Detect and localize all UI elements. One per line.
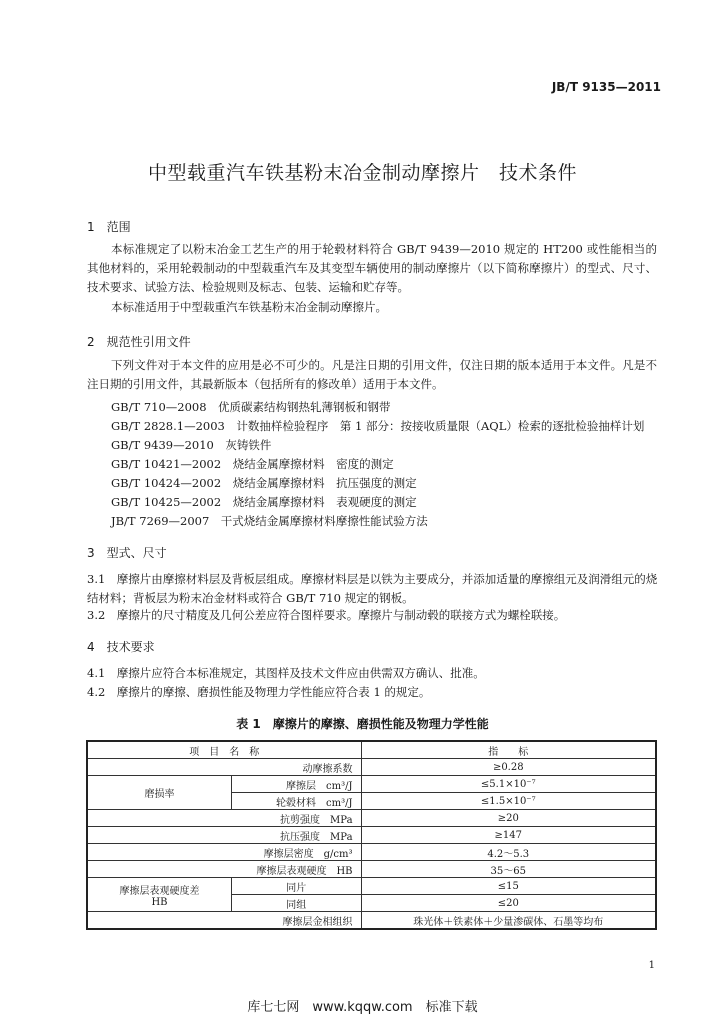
reference-item: GB/T 10424—2002 烧结金属摩擦材料 抗压强度的测定 [111, 476, 417, 490]
row-label: 抗剪强度 MPa [87, 810, 361, 827]
row-group-label: 磨损率 [87, 776, 231, 810]
header-value: 指 标 [361, 741, 656, 759]
row-label: 动摩擦系数 [87, 759, 361, 776]
document-title: 中型载重汽车铁基粉末冶金制动摩擦片 技术条件 [147, 162, 577, 184]
row-value: ≤15 [361, 878, 656, 895]
clause-4-1: 4.1 摩擦片应符合本标准规定，其图样及技术文件应由供需双方确认、批准。 [87, 666, 485, 680]
row-label: 摩擦层 cm³/J [231, 776, 361, 793]
clause-3-2: 3.2 摩擦片的尺寸精度及几何公差应符合图样要求。摩擦片与制动毂的联接方式为螺栓联接。 [87, 608, 566, 622]
row-value: ≥147 [361, 827, 656, 844]
reference-item: GB/T 10421—2002 烧结金属摩擦材料 密度的测定 [111, 457, 394, 471]
row-value: 4.2～5.3 [361, 844, 656, 861]
table-row [87, 810, 656, 827]
row-label: 同片 [231, 878, 361, 895]
table-row [87, 844, 656, 861]
section-1-paragraph-1: 本标准规定了以粉末冶金工艺生产的用于轮毂材料符合 GB/T 9439—2010 规定的 HT200 或性能相当的其他材料的，采用轮毂制动的中型载重汽车及其变型车辆使用的制动摩擦片（以下简称摩擦片）的型式、尺寸、技术要求、试验方法、检验规则及标志、包装、运输和贮存等。 [87, 242, 657, 294]
clause-4-2: 4.2 摩擦片的摩擦、磨损性能及物理力学性能应符合表 1 的规定。 [87, 685, 431, 699]
row-value: ≥0.28 [361, 759, 656, 776]
row-value: ≤20 [361, 895, 656, 912]
table-row [87, 878, 656, 895]
section-1-heading: 1 范围 [87, 220, 131, 234]
row-value: ≤1.5×10⁻⁷ [361, 793, 656, 810]
table-row [87, 759, 656, 776]
row-label: 同组 [231, 895, 361, 912]
row-label: 摩擦层密度 g/cm³ [87, 844, 361, 861]
reference-item: GB/T 2828.1—2003 计数抽样检验程序 第 1 部分：按接收质量限（AQL）检索的逐批检验抽样计划 [111, 419, 645, 433]
row-group-label-line-2: HB [151, 896, 168, 908]
row-group-label [87, 878, 231, 912]
row-group-label-line-1: 摩擦层表观硬度差 [119, 885, 200, 897]
row-label: 摩擦层金相组织 [87, 912, 361, 930]
section-3-heading: 3 型式、尺寸 [87, 546, 167, 560]
row-value: ≥20 [361, 810, 656, 827]
table-row [87, 861, 656, 878]
table-row [87, 912, 656, 930]
row-label: 轮毂材料 cm³/J [231, 793, 361, 810]
table-caption: 表 1 摩擦片的摩擦、磨损性能及物理力学性能 [236, 717, 489, 731]
table-row [87, 827, 656, 844]
row-value: 珠光体＋铁素体＋少量渗碳体、石墨等均布 [361, 912, 656, 930]
section-4-heading: 4 技术要求 [87, 640, 155, 654]
section-1-paragraph-2: 本标准适用于中型载重汽车铁基粉末冶金制动摩擦片。 [111, 300, 387, 314]
clause-3-1: 3.1 摩擦片由摩擦材料层及背板层组成。摩擦材料层是以铁为主要成分，并添加适量的摩擦组元及润滑组元的烧结材料；背板层为粉末冶金材料或符合 GB/T 710 规定的钢板。 [87, 572, 658, 605]
table-row [87, 776, 656, 793]
reference-item: GB/T 710—2008 优质碳素结构钢热轧薄钢板和钢带 [111, 400, 391, 414]
header-item: 项 目 名 称 [87, 741, 361, 759]
reference-item: GB/T 9439—2010 灰铸铁件 [111, 438, 272, 452]
row-label: 摩擦层表观硬度 HB [87, 861, 361, 878]
section-2-heading: 2 规范性引用文件 [87, 335, 191, 349]
reference-item: JB/T 7269—2007 干式烧结金属摩擦材料摩擦性能试验方法 [111, 514, 428, 528]
spec-table [86, 740, 657, 930]
section-2-paragraph-1: 下列文件对于本文件的应用是必不可少的。凡是注日期的引用文件，仅注日期的版本适用于本文件。凡是不注日期的引用文件，其最新版本（包括所有的修改单）适用于本文件。 [87, 358, 657, 391]
row-value: ≤5.1×10⁻⁷ [361, 776, 656, 793]
row-label: 抗压强度 MPa [87, 827, 361, 844]
page-number: 1 [648, 960, 655, 971]
row-value: 35～65 [361, 861, 656, 878]
table-header-row [87, 741, 656, 759]
standard-code: JB/T 9135—2011 [551, 80, 661, 94]
reference-item: GB/T 10425—2002 烧结金属摩擦材料 表观硬度的测定 [111, 495, 417, 509]
footer-watermark: 库七七网 www.kqqw.com 标准下载 [247, 1000, 478, 1015]
